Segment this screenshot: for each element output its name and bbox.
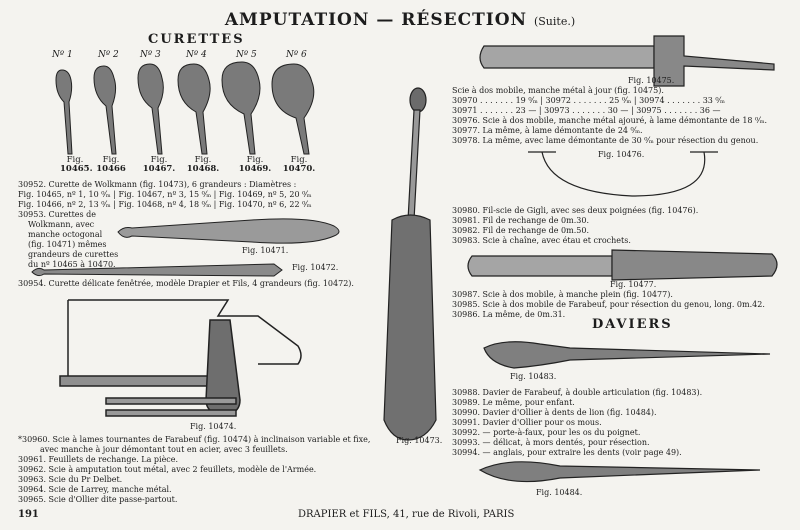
item-30963: 30963. Scie du Pr Delbet.: [18, 475, 123, 484]
item-30982: 30982. Fil de rechange de 0m.50.: [452, 226, 589, 235]
curette-number-6: Nº 6: [286, 50, 307, 60]
fig-caption-number: 10467.: [142, 164, 176, 174]
item-30977: 30977. La même, à lame démontante de 24 ⁰⁄ₘ.: [452, 126, 643, 135]
prices-row-2: 30971 . . . . . . . 23 — | 30973 . . . . . . . 30 — | 30975 . . . . . . . 36 —: [452, 106, 721, 115]
item-30993: 30993. — délicat, à mors dentés, pour résection.: [452, 438, 650, 447]
item-30989: 30989. Le même, pour enfant.: [452, 398, 575, 407]
fig-10474-caption: Fig. 10474.: [190, 422, 237, 431]
fig-10473-caption: Fig. 10473.: [396, 436, 443, 445]
fig-caption-label: Fig.: [102, 155, 120, 165]
item-30953-line6: du nº 10465 à 10470.: [28, 260, 116, 269]
fig-caption-number: 10469.: [238, 164, 272, 174]
curette-number-1: Nº 1: [52, 50, 73, 60]
item-30994: 30994. — anglais, pour extraire les dents (voir page 49).: [452, 448, 682, 457]
item-30953-line3: manche octogonal: [28, 230, 103, 239]
curette-number-5: Nº 5: [236, 50, 257, 60]
item-30961: 30961. Feuillets de rechange. La pièce.: [18, 455, 179, 464]
item-30954: 30954. Curette délicate fenêtrée, modèle Drapier et Fils, 4 grandeurs (fig. 10472).: [18, 279, 354, 288]
item-30978: 30978. La même, avec lame démontante de 30 ⁰⁄ₘ pour résection du genou.: [452, 136, 759, 145]
fig-caption-label: Fig.: [66, 155, 84, 165]
fig-10471-caption: Fig. 10471.: [242, 246, 289, 255]
curette-number-4: Nº 4: [186, 50, 207, 60]
item-30980: 30980. Fil-scie de Gigli, avec ses deux poignées (fig. 10476).: [452, 206, 699, 215]
title-text: AMPUTATION — RÉSECTION: [224, 10, 528, 30]
item-30952: 30952. Curette de Wolkmann (fig. 10473), 6 grandeurs : Diamètres :: [18, 180, 297, 189]
fig-10483-caption: Fig. 10483.: [510, 372, 557, 381]
item-30987: 30987. Scie à dos mobile, à manche plein (fig. 10477).: [452, 290, 673, 299]
item-scie-10475: Scie à dos mobile, manche métal à jour (fig. 10475).: [452, 86, 664, 95]
item-30985: 30985. Scie à dos mobile de Farabeuf, pour résection du genou, long. 0m.42.: [452, 300, 765, 309]
daviers-heading: DAVIERS: [592, 317, 673, 332]
fig-10476-caption: Fig. 10476.: [598, 150, 645, 159]
item-30960-line1: *30960. Scie à lames tournantes de Farabeuf (fig. 10474) à inclinaison variable et fixe,: [18, 435, 371, 444]
fig-10475-caption: Fig. 10475.: [628, 76, 675, 85]
fig-10477-caption: Fig. 10477.: [610, 280, 657, 289]
fig-caption-number: 10468.: [186, 164, 220, 174]
fig-caption-number: 10465.: [60, 164, 93, 174]
item-30990: 30990. Davier d'Ollier à dents de lion (fig. 10484).: [452, 408, 657, 417]
fig-caption-label: Fig.: [290, 155, 308, 165]
item-30986: 30986. La même, de 0m.31.: [452, 310, 566, 319]
curette-number-3: Nº 3: [140, 50, 161, 60]
curette-number-2: Nº 2: [98, 50, 119, 60]
item-30953-line4: (fig. 10471) mêmes: [28, 240, 107, 249]
page-number: 191: [18, 509, 39, 520]
item-30953-line1: 30953. Curettes de: [18, 210, 97, 219]
publisher-footer: DRAPIER et FILS, 41, rue de Rivoli, PARIS: [298, 509, 515, 520]
fig-10484-caption: Fig. 10484.: [536, 488, 583, 497]
fig-caption-label: Fig.: [194, 155, 212, 165]
item-30953-line5: grandeurs de curettes: [28, 250, 119, 259]
item-30964: 30964. Scie de Larrey, manche métal.: [18, 485, 172, 494]
item-30983: 30983. Scie à chaîne, avec étau et crochets.: [452, 236, 631, 245]
fig-caption-label: Fig.: [246, 155, 264, 165]
item-30965: 30965. Scie d'Ollier dite passe-partout.: [18, 495, 178, 504]
item-30976: 30976. Scie à dos mobile, manche métal ajouré, à lame démontante de 18 ⁰⁄ₘ.: [452, 116, 768, 125]
prices-row-1: 30970 . . . . . . . 19 ⁰⁄ₘ | 30972 . . . . . . . 25 ⁰⁄ₘ | 30974 . . . . . . . 33 ⁰⁄ₘ: [452, 96, 725, 105]
fig-caption-label: Fig.: [150, 155, 168, 165]
item-30992: 30992. — porte-à-faux, pour les os du poignet.: [452, 428, 641, 437]
item-30953-line2: Wolkmann, avec: [28, 220, 95, 229]
fig-10472-caption: Fig. 10472.: [292, 263, 339, 272]
item-30991: 30991. Davier d'Ollier pour os mous.: [452, 418, 602, 427]
item-30960-line2: avec manche à jour démontant tout en acier, avec 3 feuillets.: [40, 445, 288, 454]
item-30962: 30962. Scie à amputation tout métal, avec 2 feuillets, modèle de l'Armée.: [18, 465, 317, 474]
fig-caption-number: 10466: [96, 164, 126, 174]
item-30981: 30981. Fil de rechange de 0m.30.: [452, 216, 589, 225]
curettes-heading: CURETTES: [148, 32, 245, 47]
title-suite: (Suite.): [533, 15, 576, 28]
item-30988: 30988. Davier de Farabeuf, à double articulation (fig. 10483).: [452, 388, 703, 397]
item-30952-sizes-a: Fig. 10465, nº 1, 10 ⁰⁄ₘ | Fig. 10467, nº 3, 15 ⁰⁄ₘ | Fig. 10469, nº 5, 20 ⁰⁄ₘ: [18, 190, 312, 199]
fig-caption-number: 10470.: [282, 164, 316, 174]
item-30952-sizes-b: Fig. 10466, nº 2, 13 ⁰⁄ₘ | Fig. 10468, nº 4, 18 ⁰⁄ₘ | Fig. 10470, nº 6, 22 ⁰⁄ₘ: [18, 200, 312, 209]
